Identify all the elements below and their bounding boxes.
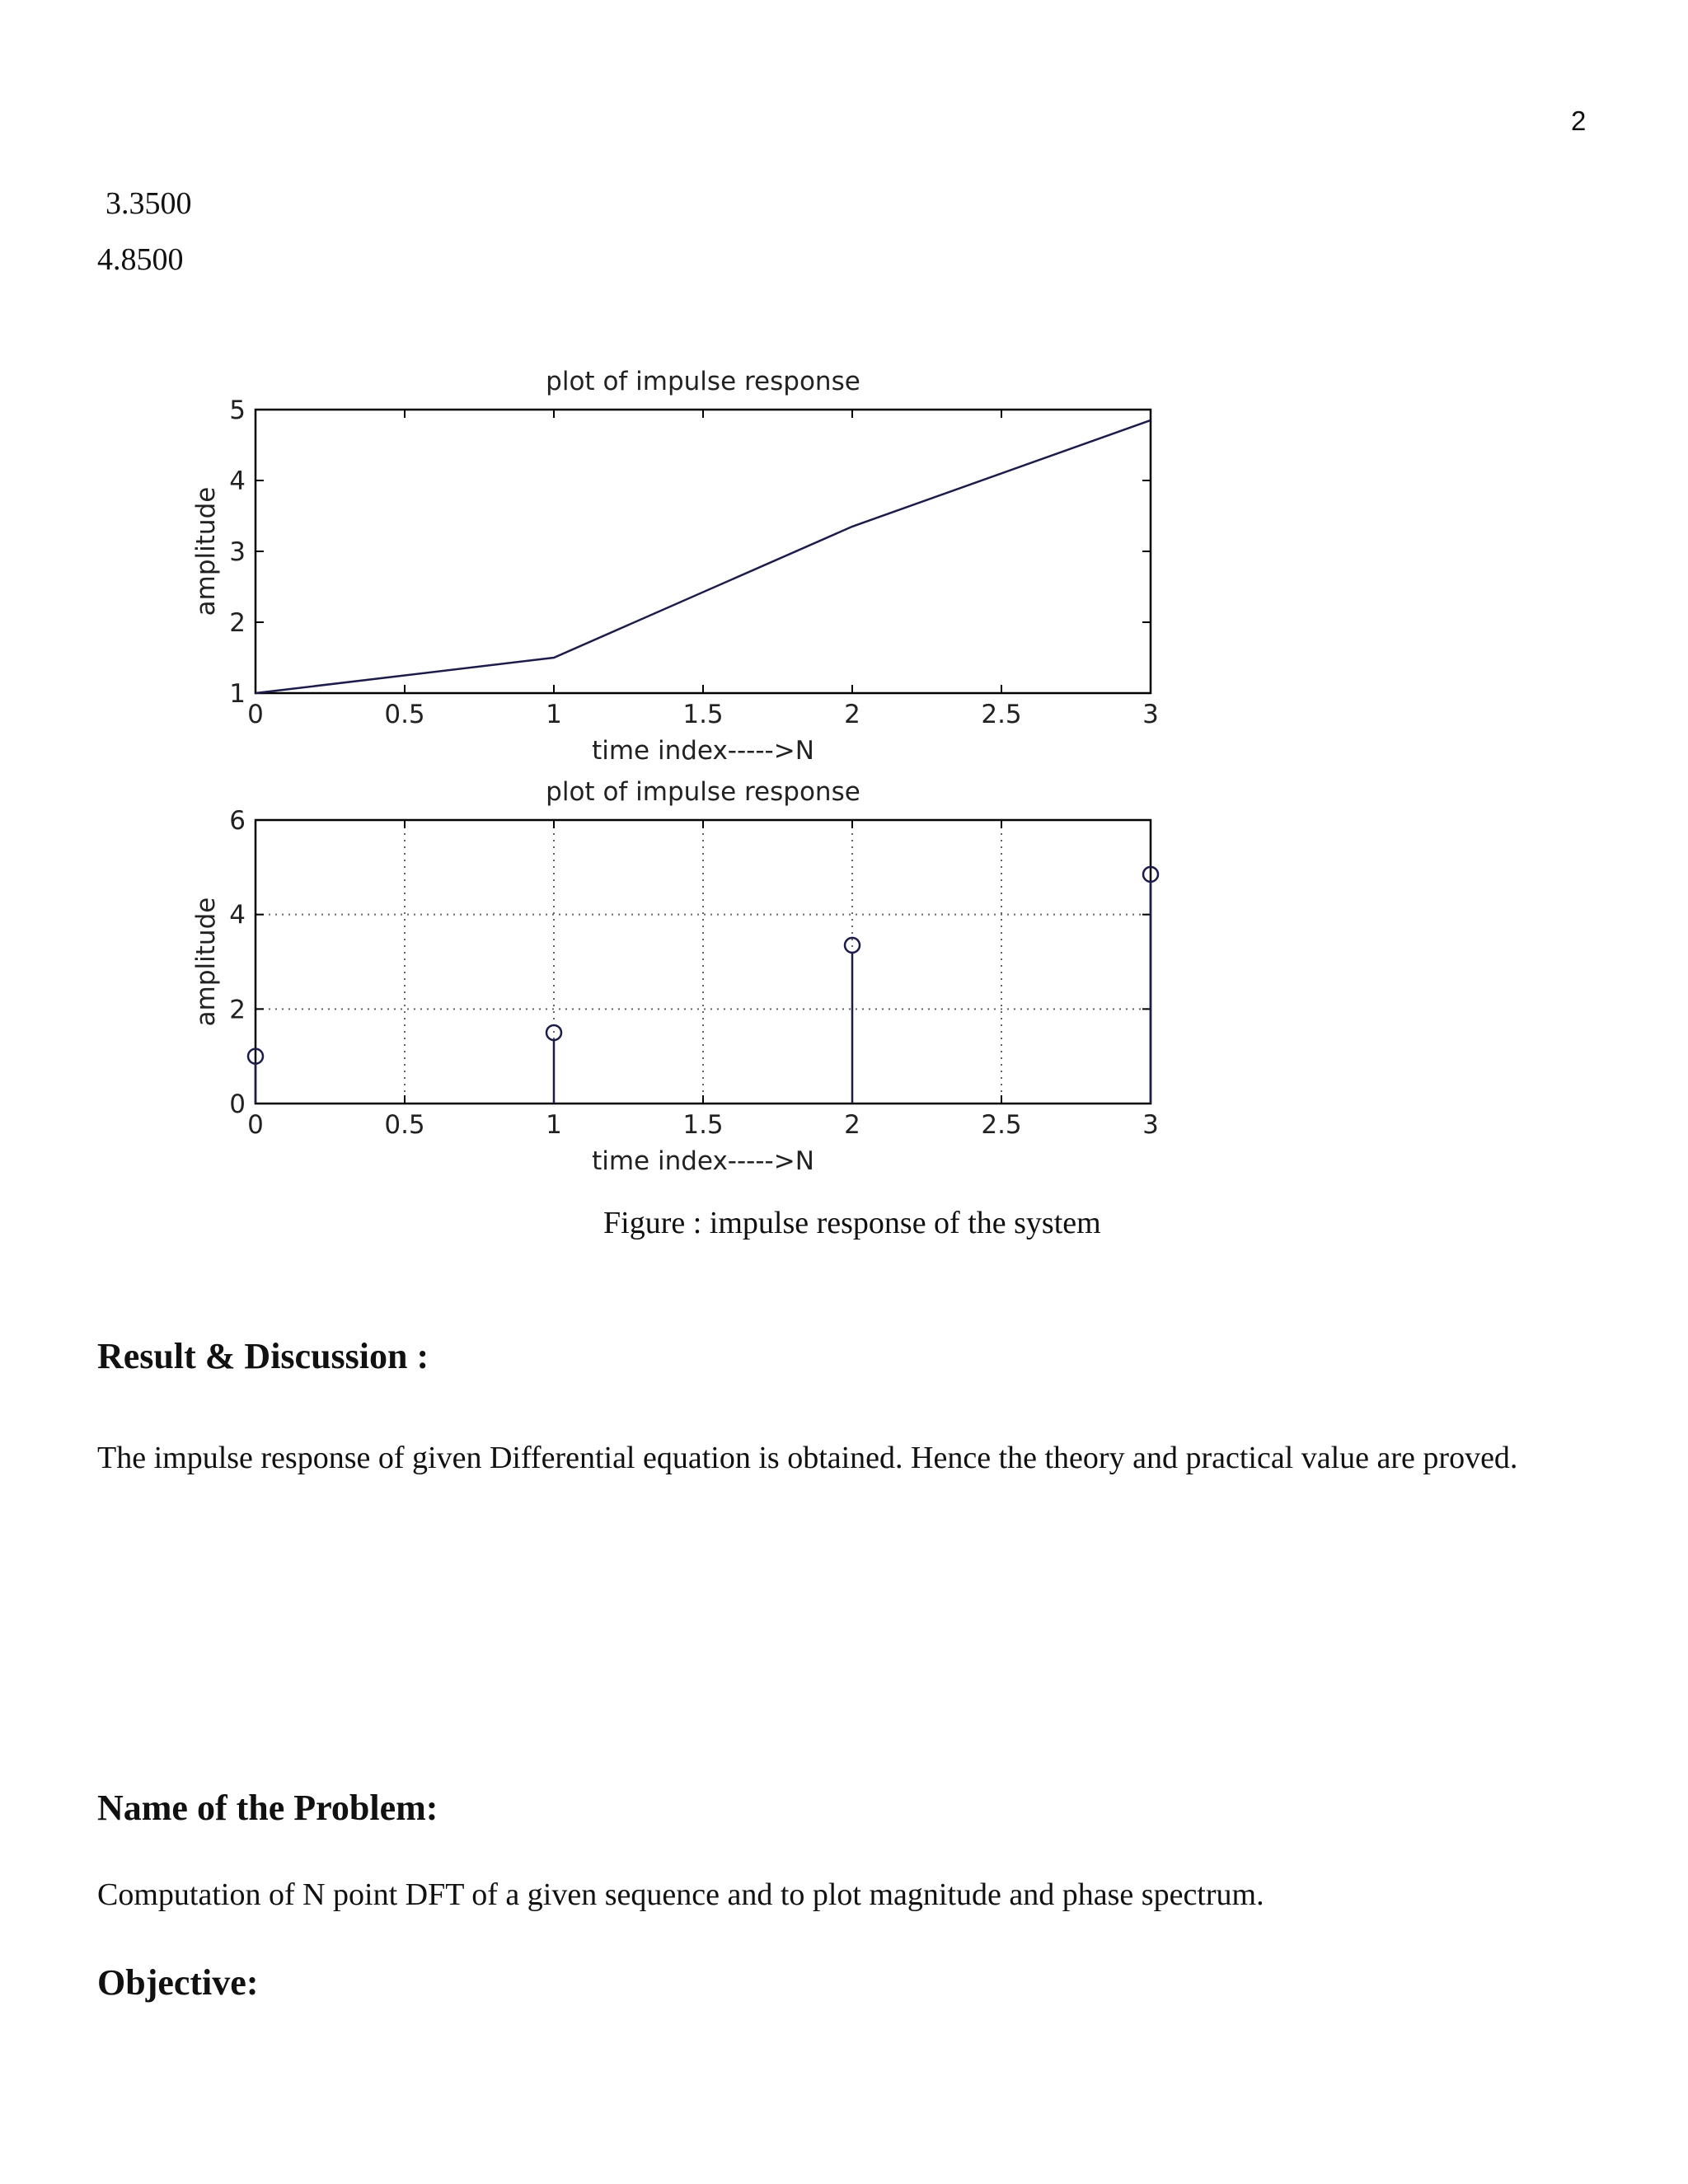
x-tick-label: 0 [247,1110,264,1140]
x-tick-label: 3 [1142,1110,1159,1140]
chart-title: plot of impulse response [546,777,860,807]
y-tick-label: 3 [229,537,246,567]
result-text: The impulse response of given Differential equation is obtained. Hence the theory and practical value are proved. [97,1441,1518,1475]
y-tick-label: 2 [229,995,246,1025]
x-tick-label: 2.5 [981,700,1022,729]
x-axis-label: time index----->N [592,736,814,766]
x-tick-label: 1.5 [682,1110,724,1140]
chart-title: plot of impulse response [546,367,860,396]
y-tick-label: 5 [229,396,246,425]
x-tick-label: 0.5 [384,1110,425,1140]
y-tick-label: 6 [229,806,246,836]
y-tick-label: 1 [229,679,246,709]
figure-caption: Figure : impulse response of the system [603,1206,1101,1240]
impulse-response-plots [173,350,1195,1183]
y-tick-label: 4 [229,466,246,496]
x-tick-label: 2.5 [981,1110,1022,1140]
y-axis-label: amplitude [191,486,221,616]
x-tick-label: 1 [546,1110,562,1140]
y-axis-label: amplitude [191,897,221,1027]
problem-text: Computation of N point DFT of a given sequence and to plot magnitude and phase spectrum. [97,1877,1264,1912]
objective-heading: Objective: [97,1962,259,2003]
x-tick-label: 2 [844,1110,860,1140]
x-axis-label: time index----->N [592,1146,814,1176]
x-tick-label: 0.5 [384,700,425,729]
x-tick-label: 1 [546,700,562,729]
problem-heading: Name of the Problem: [97,1788,438,1828]
y-tick-label: 2 [229,608,246,638]
x-tick-label: 3 [1142,700,1159,729]
impulse-response-figure [173,350,1195,1187]
y-tick-label: 4 [229,900,246,930]
result-heading: Result & Discussion : [97,1336,429,1376]
x-tick-label: 0 [247,700,264,729]
x-tick-label: 2 [844,700,860,729]
page-number: 2 [1571,105,1587,136]
output-value: 4.8500 [97,242,184,277]
series-line [256,420,1151,693]
output-value: 3.3500 [106,186,192,221]
x-tick-label: 1.5 [682,700,724,729]
plot-area [256,820,1151,1104]
y-tick-label: 0 [229,1090,246,1119]
plot-area [256,410,1151,693]
